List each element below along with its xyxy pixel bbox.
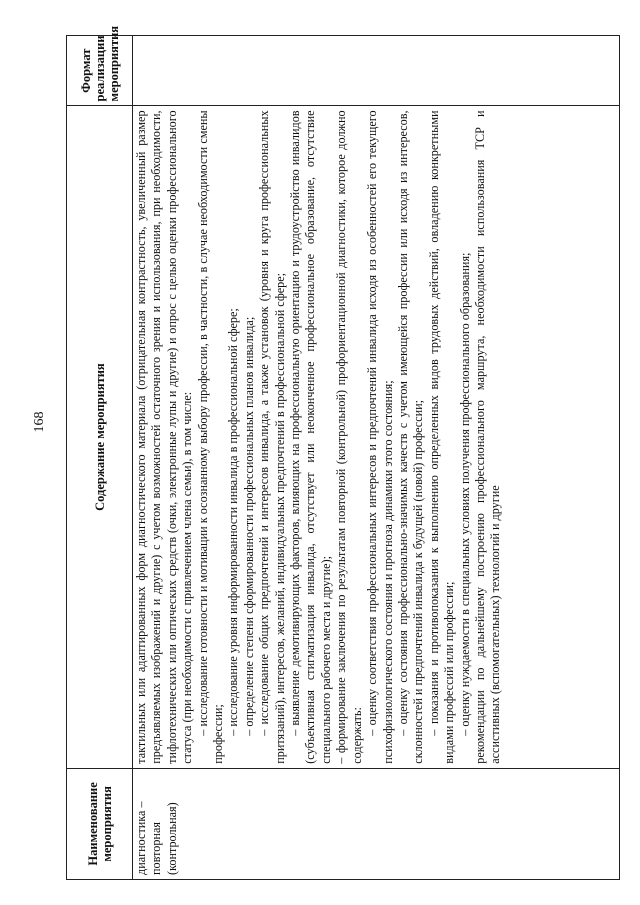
content-paragraph: – исследование общих предпочтений и интересов инвалида, а также установок (уровня и круга профессиональных притязаний), интересов, желаний, индивидуальных предпочтений в профессиональной сфере; (257, 110, 287, 764)
activity-table (66, 25, 620, 880)
content-paragraph: – оценку нуждаемости в специальных условиях получения профессионального образования; (457, 252, 472, 736)
cell-activity-content (133, 106, 620, 768)
rotated-table-wrapper (66, 25, 620, 880)
page-number: 168 (32, 411, 47, 433)
cell-activity-format (133, 36, 620, 106)
header-content: Содержание мероприятия (67, 106, 133, 768)
content-paragraph: – формирование заключения по результатам повторной (контрольной) профориентационной диагностики, которое должно содержать: (334, 110, 364, 764)
content-paragraph: – оценку состояния профессионально-значимых качеств с учетом имеющейся профессии или исходя из интересов, склонностей и предпочтений инвалида к будущей (новой) профессии; (395, 110, 426, 764)
content-paragraph: – показания и противопоказания к выполнению определенных видов трудовых действий, овладению конкретными видами профессий или профессии; (426, 110, 457, 764)
cell-activity-name (133, 768, 620, 879)
content-paragraph: – выявление демотивирующих факторов, влияющих на профессиональную ориентацию и трудоустройство инвалидов (субъективная стигматизация инвалида, отсутствует или неоконченное профессиональное образование, отсутствие специального рабочего места и другие); (288, 110, 333, 764)
content-paragraph: тактильных или адаптированных форм диагностического материала (отрицательная контрастность, увеличенный размер предъявляемых изображений и другие) с учетом возможностей остаточного зрения и использования, при необходимости, тифлотехнических или оптических средств (очки, электронные лупы и другие) и опрос с целью оценки профессионального статуса (при необходимости с привлечением члена семьи), в том числе: (134, 110, 195, 764)
table-row (133, 36, 620, 880)
name-line: диагностика – (134, 801, 148, 875)
header-format: Формат реализации мероприятия (67, 36, 133, 106)
content-paragraph: – определение степени сформированности профессиональных планов инвалида; (241, 316, 256, 736)
content-paragraph: рекомендации по дальнейшему построению профессионального маршрута, необходимости использования ТСР и ассистивных (вспомогательных) технологий и другие (472, 110, 503, 764)
content-paragraph: – оценку соответствия профессиональных интересов и предпочтений инвалида исходя из особенностей его текущего психофизиологического состояния и прогноза динамики этого состояния; (365, 110, 395, 764)
content-paragraph: – исследование готовности и мотивации к осознанному выбору профессии, в частности, в случае необходимости смены профессии; (195, 110, 226, 764)
header-name: Наименование мероприятия (67, 768, 133, 879)
name-line: повторная (149, 822, 164, 875)
table-header-row (67, 36, 133, 880)
name-line: (контрольная) (164, 802, 179, 875)
content-paragraph: – исследование уровня информированности инвалида в профессиональной сфере; (226, 308, 241, 736)
